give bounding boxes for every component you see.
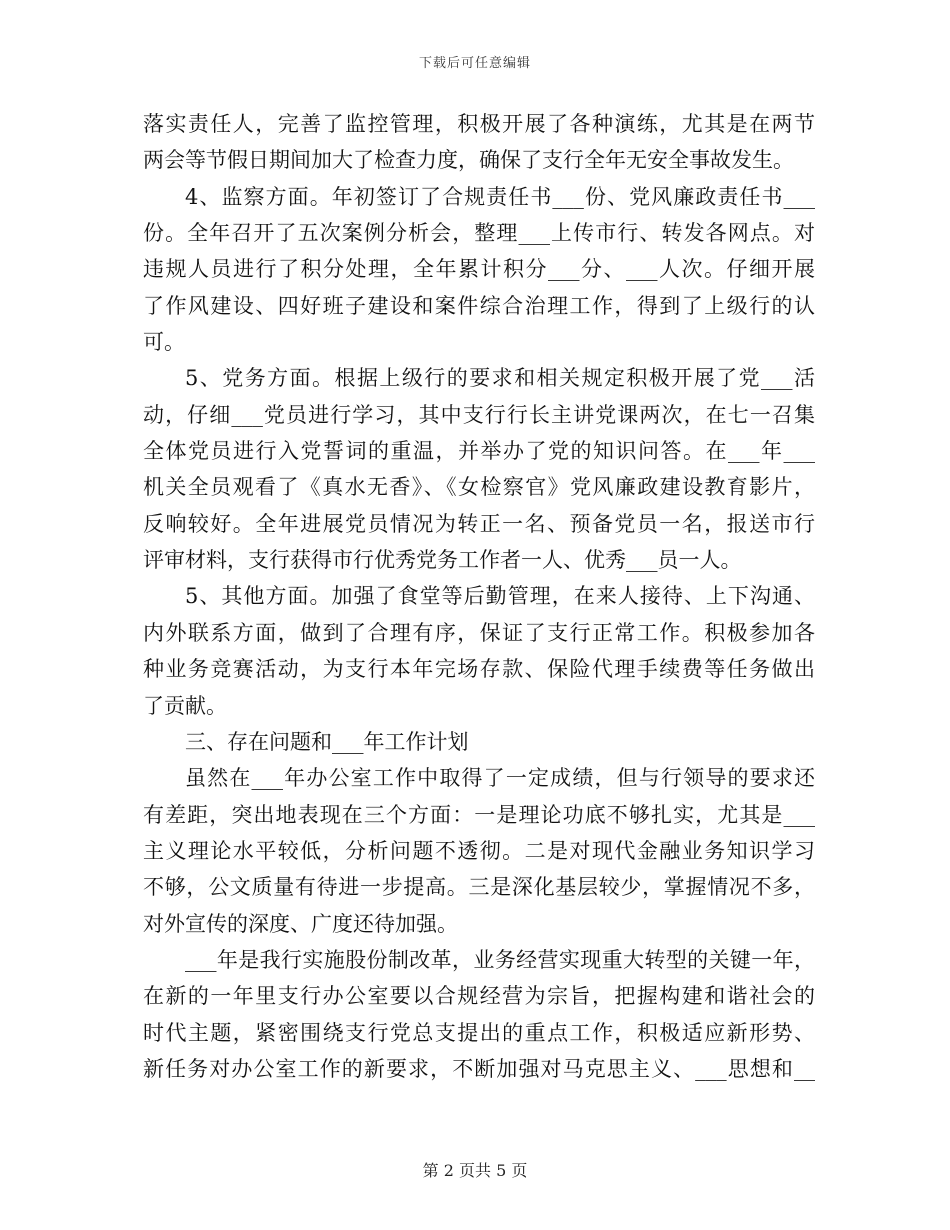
text-line: 4、监察方面。年初签订了合规责任书___份、党风廉政责任书___	[185, 184, 815, 209]
text-line: 三、存在问题和___年工作计划	[185, 729, 469, 754]
text-line: 有差距，突出地表现在三个方面：一是理论功底不够扎实，尤其是___	[143, 802, 815, 827]
text-line: 可。	[143, 330, 185, 355]
text-line: 落实责任人，完善了监控管理，积极开展了各种演练，尤其是在两节	[143, 112, 815, 136]
document-body	[143, 106, 815, 1087]
page-footer: 第 2 页共 5 页	[422, 1161, 528, 1180]
text-line: 种业务竞赛活动，为支行本年完场存款、保险代理手续费等任务做出	[143, 657, 815, 682]
text-line: 机关全员观看了《真水无香》、《女检察官》党风廉政建设教育影片，	[143, 475, 815, 500]
text-line: 全体党员进行入党誓词的重温，并举办了党的知识问答。在___年___	[143, 439, 815, 464]
text-line: 新任务对办公室工作的新要求，不断加强对马克思主义、___思想和__	[143, 1056, 815, 1081]
text-line: 份。全年召开了五次案例分析会，整理___上传市行、转发各网点。对	[143, 221, 815, 246]
text-line: 了作风建设、四好班子建设和案件综合治理工作，得到了上级行的认	[143, 293, 815, 318]
text-line: 两会等节假日期间加大了检查力度，确保了支行全年无安全事故发生。	[143, 148, 794, 173]
text-line: 反响较好。全年进展党员情况为转正一名、预备党员一名，报送市行	[143, 511, 815, 536]
text-line: ___年是我行实施股份制改革，业务经营实现重大转型的关键一年，	[185, 947, 815, 972]
text-line: 动，仔细___党员进行学习，其中支行行长主讲党课两次，在七一召集	[143, 402, 815, 427]
text-line: 在新的一年里支行办公室要以合规经营为宗旨，把握构建和谐社会的	[143, 984, 815, 1009]
text-line: 评审材料，支行获得市行优秀党务工作者一人、优秀___员一人。	[143, 548, 742, 573]
text-line: 对外宣传的深度、广度还待加强。	[143, 911, 458, 936]
text-line: 内外联系方面，做到了合理有序，保证了支行正常工作。积极参加各	[143, 620, 815, 645]
text-line: 虽然在___年办公室工作中取得了一定成绩，但与行领导的要求还	[185, 766, 815, 791]
text-line: 5、其他方面。加强了食堂等后勤管理，在来人接待、上下沟通、	[185, 584, 815, 609]
page-header: 下载后可任意编辑	[418, 56, 531, 71]
text-line: 了贡献。	[143, 693, 227, 718]
text-line: 时代主题，紧密围绕支行党总支提出的重点工作，积极适应新形势、	[143, 1020, 815, 1045]
text-line: 主义理论水平较低，分析问题不透彻。二是对现代金融业务知识学习	[143, 838, 815, 863]
text-line: 违规人员进行了积分处理，全年累计积分___分、___人次。仔细开展	[143, 257, 815, 282]
text-line: 5、党务方面。根据上级行的要求和相关规定积极开展了党___活	[185, 366, 815, 391]
text-line: 不够，公文质量有待进一步提高。三是深化基层较少，掌握情况不多，	[143, 875, 815, 900]
